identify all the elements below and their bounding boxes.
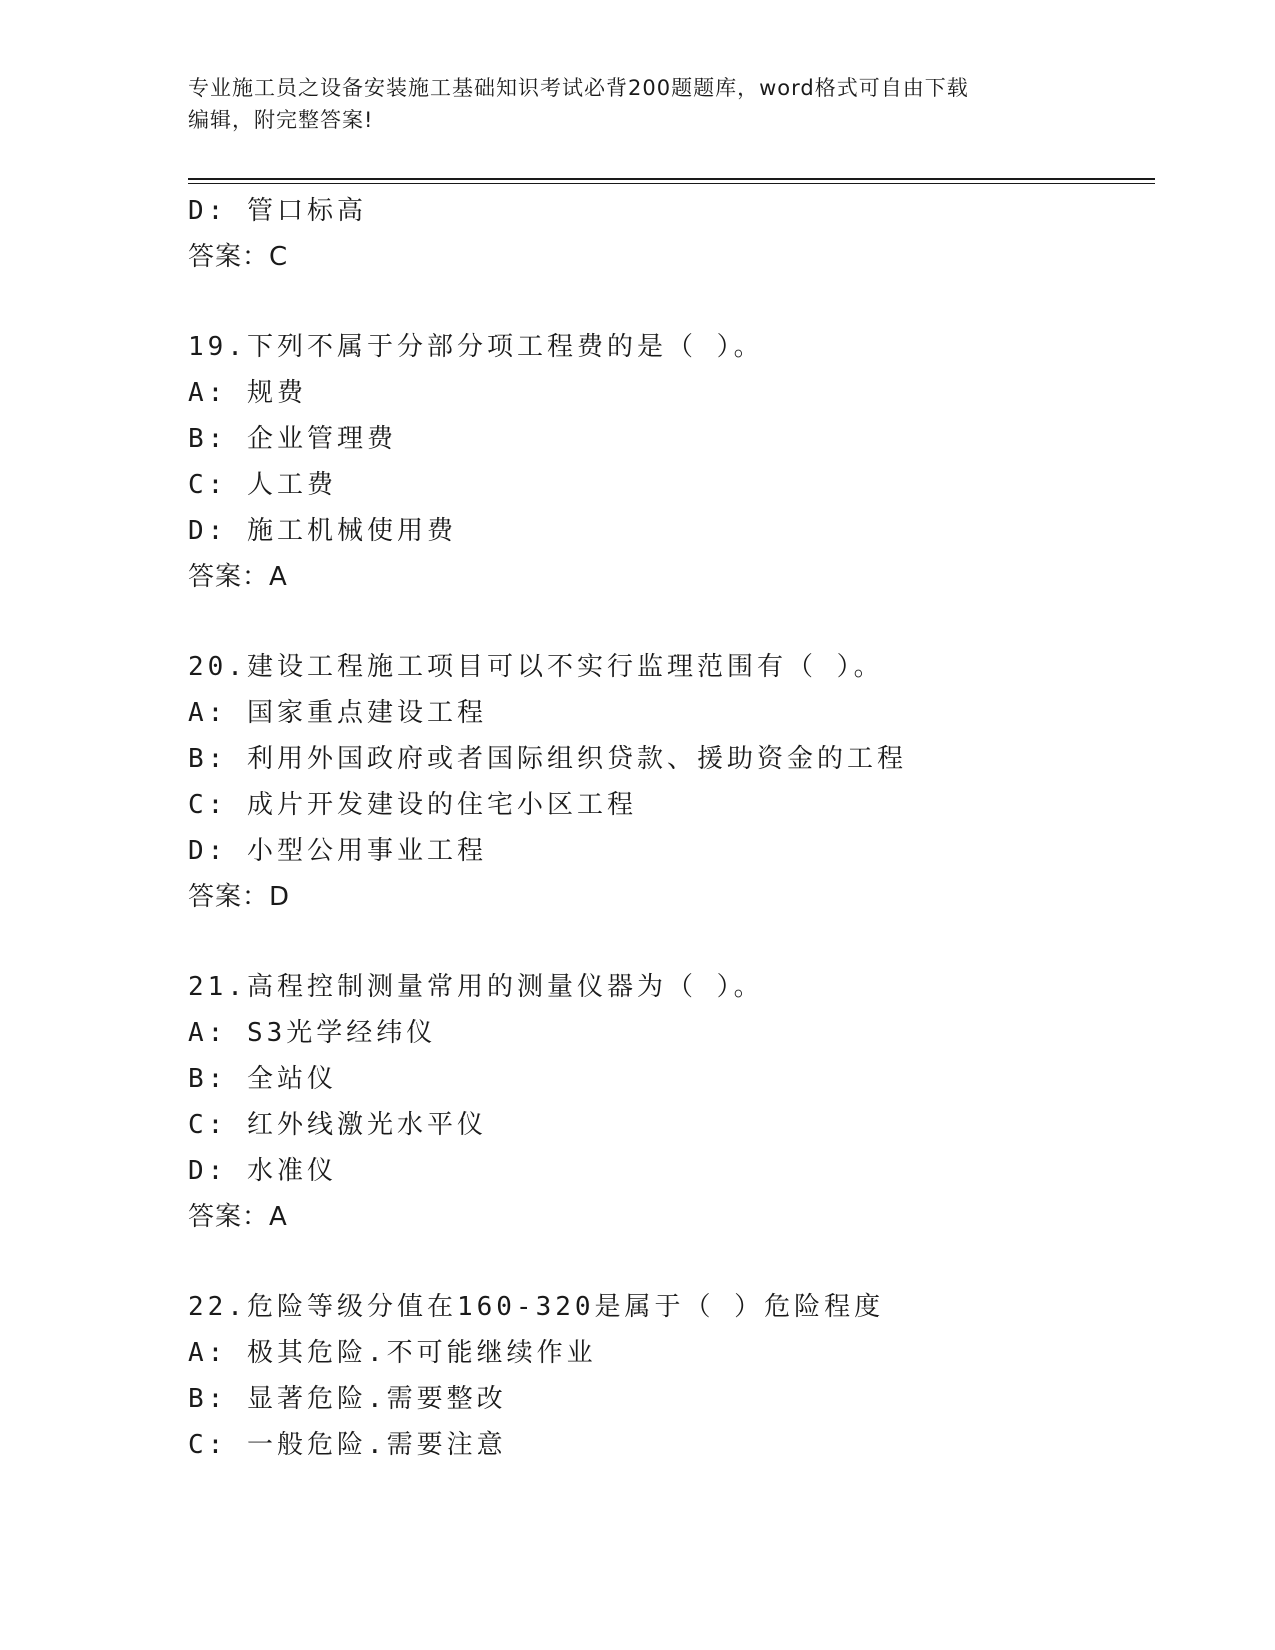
header-rule-thick: [188, 178, 1155, 180]
spacer: [188, 1240, 1148, 1284]
option-d: D: 小型公用事业工程: [188, 836, 487, 866]
answer-line: 答案：C: [188, 242, 289, 272]
option-a: A: 极其危险.不可能继续作业: [188, 1338, 597, 1368]
header-rule-thin: [188, 183, 1155, 184]
document-header: [188, 72, 1088, 136]
carryover-question: [188, 188, 1148, 280]
option-a: A: S3光学经纬仪: [188, 1018, 437, 1048]
question-22: [188, 1284, 1148, 1468]
option-c: C: 成片开发建设的住宅小区工程: [188, 790, 637, 820]
question-20: [188, 644, 1148, 920]
option-b: B: 显著危险.需要整改: [188, 1384, 507, 1414]
option-d: D: 管口标高: [188, 196, 367, 226]
option-d: D: 水准仪: [188, 1156, 337, 1186]
question-stem: 20.建设工程施工项目可以不实行监理范围有（ ）。: [188, 652, 884, 682]
option-c: C: 红外线激光水平仪: [188, 1110, 487, 1140]
spacer: [188, 600, 1148, 644]
spacer: [188, 920, 1148, 964]
header-line-1: 专业施工员之设备安装施工基础知识考试必背200题题库，word格式可自由下载: [188, 76, 969, 100]
option-c: C: 人工费: [188, 470, 337, 500]
option-c: C: 一般危险.需要注意: [188, 1430, 507, 1460]
answer-line: 答案：D: [188, 882, 291, 912]
answer-line: 答案：A: [188, 562, 288, 592]
option-a: A: 国家重点建设工程: [188, 698, 487, 728]
question-19: [188, 324, 1148, 600]
question-stem: 21.高程控制测量常用的测量仪器为（ ）。: [188, 972, 764, 1002]
header-line-2: 编辑，附完整答案!: [188, 108, 374, 132]
option-b: B: 利用外国政府或者国际组织贷款、援助资金的工程: [188, 744, 907, 774]
option-b: B: 企业管理费: [188, 424, 397, 454]
option-d: D: 施工机械使用费: [188, 516, 457, 546]
option-a: A: 规费: [188, 378, 307, 408]
question-stem: 22.危险等级分值在160-320是属于（ ）危险程度: [188, 1292, 885, 1322]
question-stem: 19.下列不属于分部分项工程费的是（ ）。: [188, 332, 764, 362]
answer-line: 答案：A: [188, 1202, 288, 1232]
option-b: B: 全站仪: [188, 1064, 337, 1094]
question-21: [188, 964, 1148, 1240]
spacer: [188, 280, 1148, 324]
question-content: [188, 188, 1148, 1468]
